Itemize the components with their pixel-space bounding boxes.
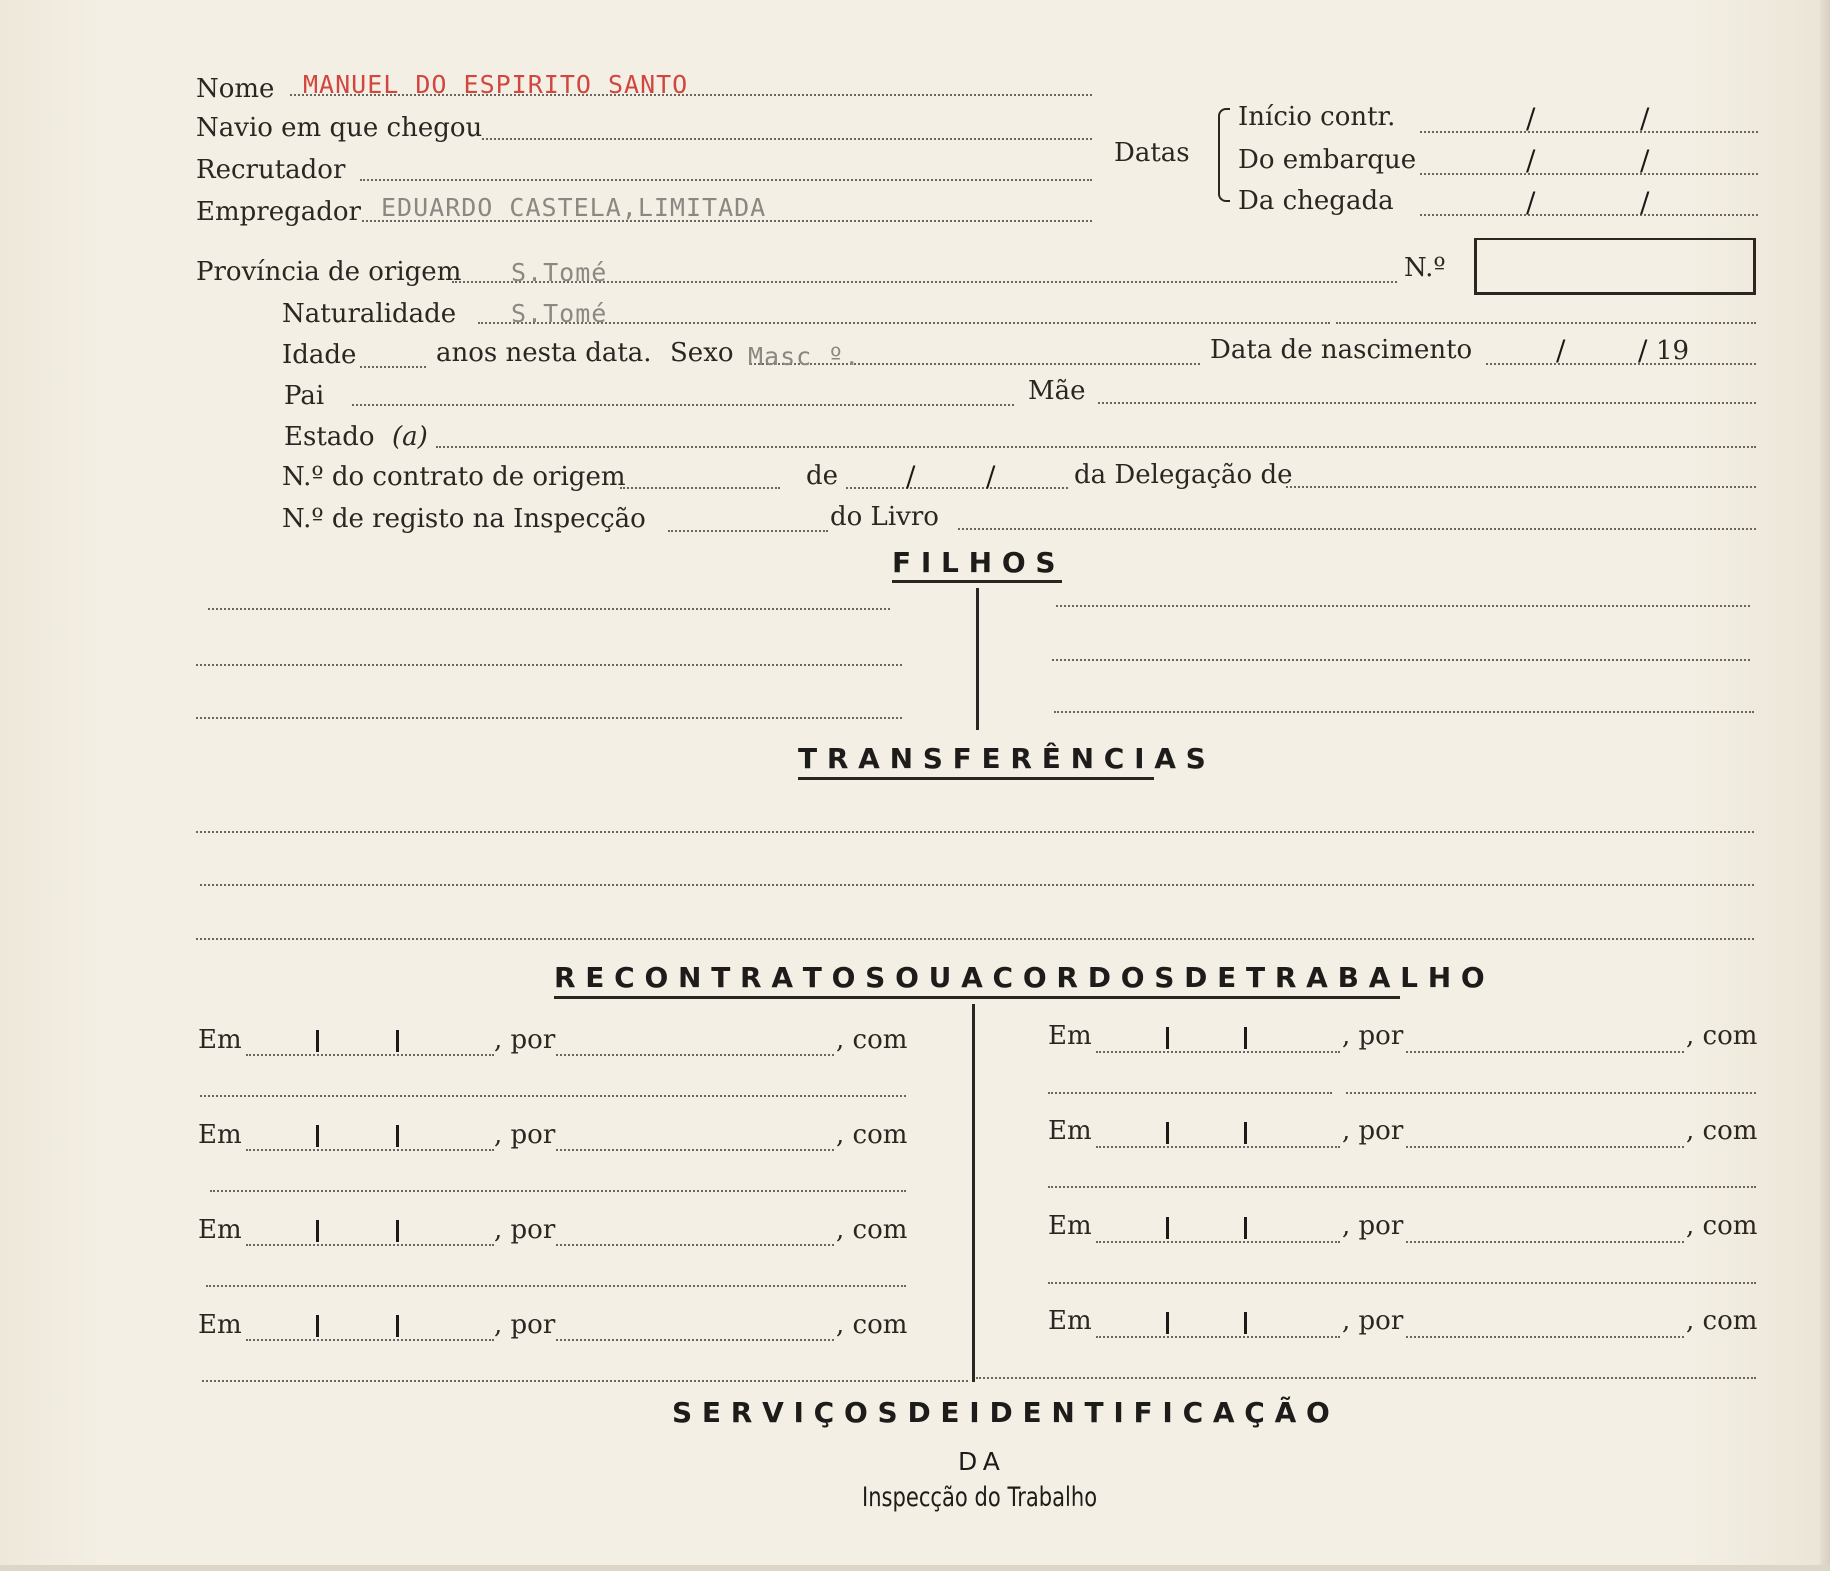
slash: / <box>1640 102 1650 135</box>
line-idade <box>360 366 426 368</box>
label-por: , por <box>1342 1116 1404 1146</box>
value-sexo: Masc º. <box>748 342 861 371</box>
recontratos-divider <box>972 1004 975 1382</box>
line-recontrato-detail <box>1048 1282 1756 1284</box>
label-com: , com <box>836 1025 908 1055</box>
label-estado-nota: (a) <box>392 422 428 452</box>
line-por <box>556 1244 834 1246</box>
footer-da: DA <box>958 1447 1006 1476</box>
label-em: Em <box>1048 1306 1092 1336</box>
line-contrato-data <box>846 487 1068 489</box>
slash: / <box>1640 186 1650 219</box>
line-recontrato-detail <box>210 1190 906 1192</box>
label-por: , por <box>1342 1021 1404 1051</box>
slash: / <box>1526 102 1536 135</box>
heading-servicos: S E R V I Ç O S D E I D E N T I F I C A Ç Ã O <box>672 1396 1330 1429</box>
datas-brace <box>1218 108 1230 202</box>
line-por <box>556 1054 834 1056</box>
numero-box <box>1474 238 1756 295</box>
value-empregador: EDUARDO CASTELA,LIMITADA <box>381 193 767 222</box>
line-recontrato-detail <box>1048 1186 1756 1188</box>
heading-recontratos-underline <box>554 996 1400 999</box>
line-filhos-right-1 <box>1056 605 1750 607</box>
label-de: de <box>806 461 839 491</box>
label-numero: N.º <box>1404 253 1446 283</box>
ano-prefixo: 19 <box>1656 336 1690 366</box>
line-recontrato-detail-cont <box>1346 1092 1756 1094</box>
date-separator <box>396 1125 399 1147</box>
date-separator <box>1244 1312 1247 1334</box>
line-em-date <box>1096 1051 1340 1053</box>
line-navio <box>482 138 1092 140</box>
slash: / <box>1640 144 1650 177</box>
line-recrutador <box>360 179 1092 181</box>
line-do-embarque <box>1420 173 1758 175</box>
label-nome: Nome <box>196 74 275 104</box>
filhos-divider <box>976 588 979 730</box>
line-transferencias-2 <box>200 884 1754 886</box>
line-estado <box>436 446 1756 448</box>
line-filhos-right-3 <box>1054 711 1754 713</box>
label-da-chegada: Da chegada <box>1238 186 1394 216</box>
line-recontrato-detail <box>206 1285 906 1287</box>
label-em: Em <box>1048 1021 1092 1051</box>
label-pai: Pai <box>284 381 325 411</box>
date-separator <box>396 1315 399 1337</box>
heading-filhos-underline <box>892 580 1062 583</box>
line-em-date <box>1096 1241 1340 1243</box>
label-em: Em <box>1048 1116 1092 1146</box>
label-em: Em <box>198 1215 242 1245</box>
paper-edge-right <box>1820 0 1830 1571</box>
label-por: , por <box>494 1215 556 1245</box>
label-sexo: Sexo <box>670 338 734 368</box>
value-nome: MANUEL DO ESPIRITO SANTO <box>303 70 689 99</box>
date-separator <box>1244 1217 1247 1239</box>
line-naturalidade-cont <box>1336 322 1756 324</box>
label-em: Em <box>198 1120 242 1150</box>
line-em-date <box>246 1339 494 1341</box>
line-por <box>1406 1336 1684 1338</box>
label-do-embarque: Do embarque <box>1238 145 1417 175</box>
label-navio: Navio em que chegou <box>196 113 483 143</box>
line-em-date <box>246 1149 494 1151</box>
line-por <box>1406 1241 1684 1243</box>
label-anos-nesta-data: anos nesta data. <box>436 338 652 368</box>
line-inicio-contr <box>1420 131 1758 133</box>
label-com: , com <box>1686 1211 1758 1241</box>
label-idade: Idade <box>282 340 357 370</box>
slash: / <box>1526 144 1536 177</box>
label-por: , por <box>494 1120 556 1150</box>
footer-inspeccao: Inspecção do Trabalho <box>862 1482 1098 1513</box>
line-num-registo <box>668 530 828 532</box>
label-em: Em <box>198 1025 242 1055</box>
date-separator <box>316 1030 319 1052</box>
label-mae: Mãe <box>1028 376 1086 406</box>
label-num-contrato: N.º do contrato de origem <box>282 462 626 492</box>
label-com: , com <box>1686 1021 1758 1051</box>
label-provincia: Província de origem <box>196 257 462 287</box>
line-transferencias-1 <box>196 831 1754 833</box>
label-inicio-contr: Início contr. <box>1238 102 1396 132</box>
label-por: , por <box>1342 1306 1404 1336</box>
line-em-date <box>1096 1146 1340 1148</box>
line-por <box>556 1149 834 1151</box>
date-separator <box>396 1220 399 1242</box>
date-separator <box>316 1315 319 1337</box>
line-data-nascimento <box>1486 363 1756 365</box>
slash: / <box>1556 334 1566 367</box>
line-pai <box>352 404 1014 406</box>
heading-transferencias: T R A N S F E R Ê N C I A S <box>798 742 1206 775</box>
slash: / <box>986 460 996 493</box>
line-num-contrato <box>620 487 780 489</box>
line-por <box>1406 1051 1684 1053</box>
label-naturalidade: Naturalidade <box>282 299 457 329</box>
line-mae <box>1098 402 1756 404</box>
label-recrutador: Recrutador <box>196 155 346 185</box>
date-separator <box>1166 1122 1169 1144</box>
label-com: , com <box>836 1215 908 1245</box>
line-livro <box>958 528 1756 530</box>
date-separator <box>1244 1027 1247 1049</box>
line-transferencias-3 <box>196 938 1754 940</box>
date-separator <box>1166 1027 1169 1049</box>
label-estado: Estado <box>284 422 375 452</box>
line-filhos-left-1 <box>208 608 890 610</box>
line-recontrato-detail <box>202 1380 968 1382</box>
slash: / <box>1638 334 1648 367</box>
line-por <box>556 1339 834 1341</box>
label-data-nascimento: Data de nascimento <box>1210 335 1473 365</box>
line-filhos-left-3 <box>196 717 902 719</box>
line-recontrato-detail <box>200 1095 906 1097</box>
heading-transferencias-underline <box>798 777 1154 780</box>
line-delegacao <box>1286 486 1756 488</box>
line-em-date <box>246 1244 494 1246</box>
line-em-date <box>1096 1336 1340 1338</box>
label-da-delegacao: da Delegação de <box>1074 460 1293 490</box>
label-por: , por <box>494 1025 556 1055</box>
line-filhos-right-2 <box>1052 659 1750 661</box>
label-com: , com <box>836 1310 908 1340</box>
heading-filhos: F I L H O S <box>892 546 1056 579</box>
date-separator <box>1166 1217 1169 1239</box>
slash: / <box>906 460 916 493</box>
label-em: Em <box>198 1310 242 1340</box>
line-por <box>1406 1146 1684 1148</box>
label-por: , por <box>1342 1211 1404 1241</box>
line-recontrato-detail <box>1048 1092 1332 1094</box>
value-provincia: S.Tomé <box>511 258 608 287</box>
date-separator <box>1166 1312 1169 1334</box>
slash: / <box>1526 186 1536 219</box>
label-com: , com <box>1686 1116 1758 1146</box>
date-separator <box>1244 1122 1247 1144</box>
line-em-date <box>246 1054 494 1056</box>
label-em: Em <box>1048 1211 1092 1241</box>
date-separator <box>316 1125 319 1147</box>
date-separator <box>316 1220 319 1242</box>
heading-recontratos: R E C O N T R A T O S O U A C O R D O S D E T R A B A L H O <box>554 961 1485 994</box>
label-datas: Datas <box>1114 138 1190 168</box>
label-com: , com <box>836 1120 908 1150</box>
line-da-chegada <box>1420 214 1758 216</box>
label-do-livro: do Livro <box>830 502 939 532</box>
line-recontrato-detail <box>976 1377 1756 1379</box>
paper-edge-bottom <box>0 1565 1830 1571</box>
label-com: , com <box>1686 1306 1758 1336</box>
date-separator <box>396 1030 399 1052</box>
label-empregador: Empregador <box>196 197 361 227</box>
value-naturalidade: S.Tomé <box>511 299 608 328</box>
label-num-registo: N.º de registo na Inspecção <box>282 504 646 534</box>
line-filhos-left-2 <box>196 664 902 666</box>
label-por: , por <box>494 1310 556 1340</box>
